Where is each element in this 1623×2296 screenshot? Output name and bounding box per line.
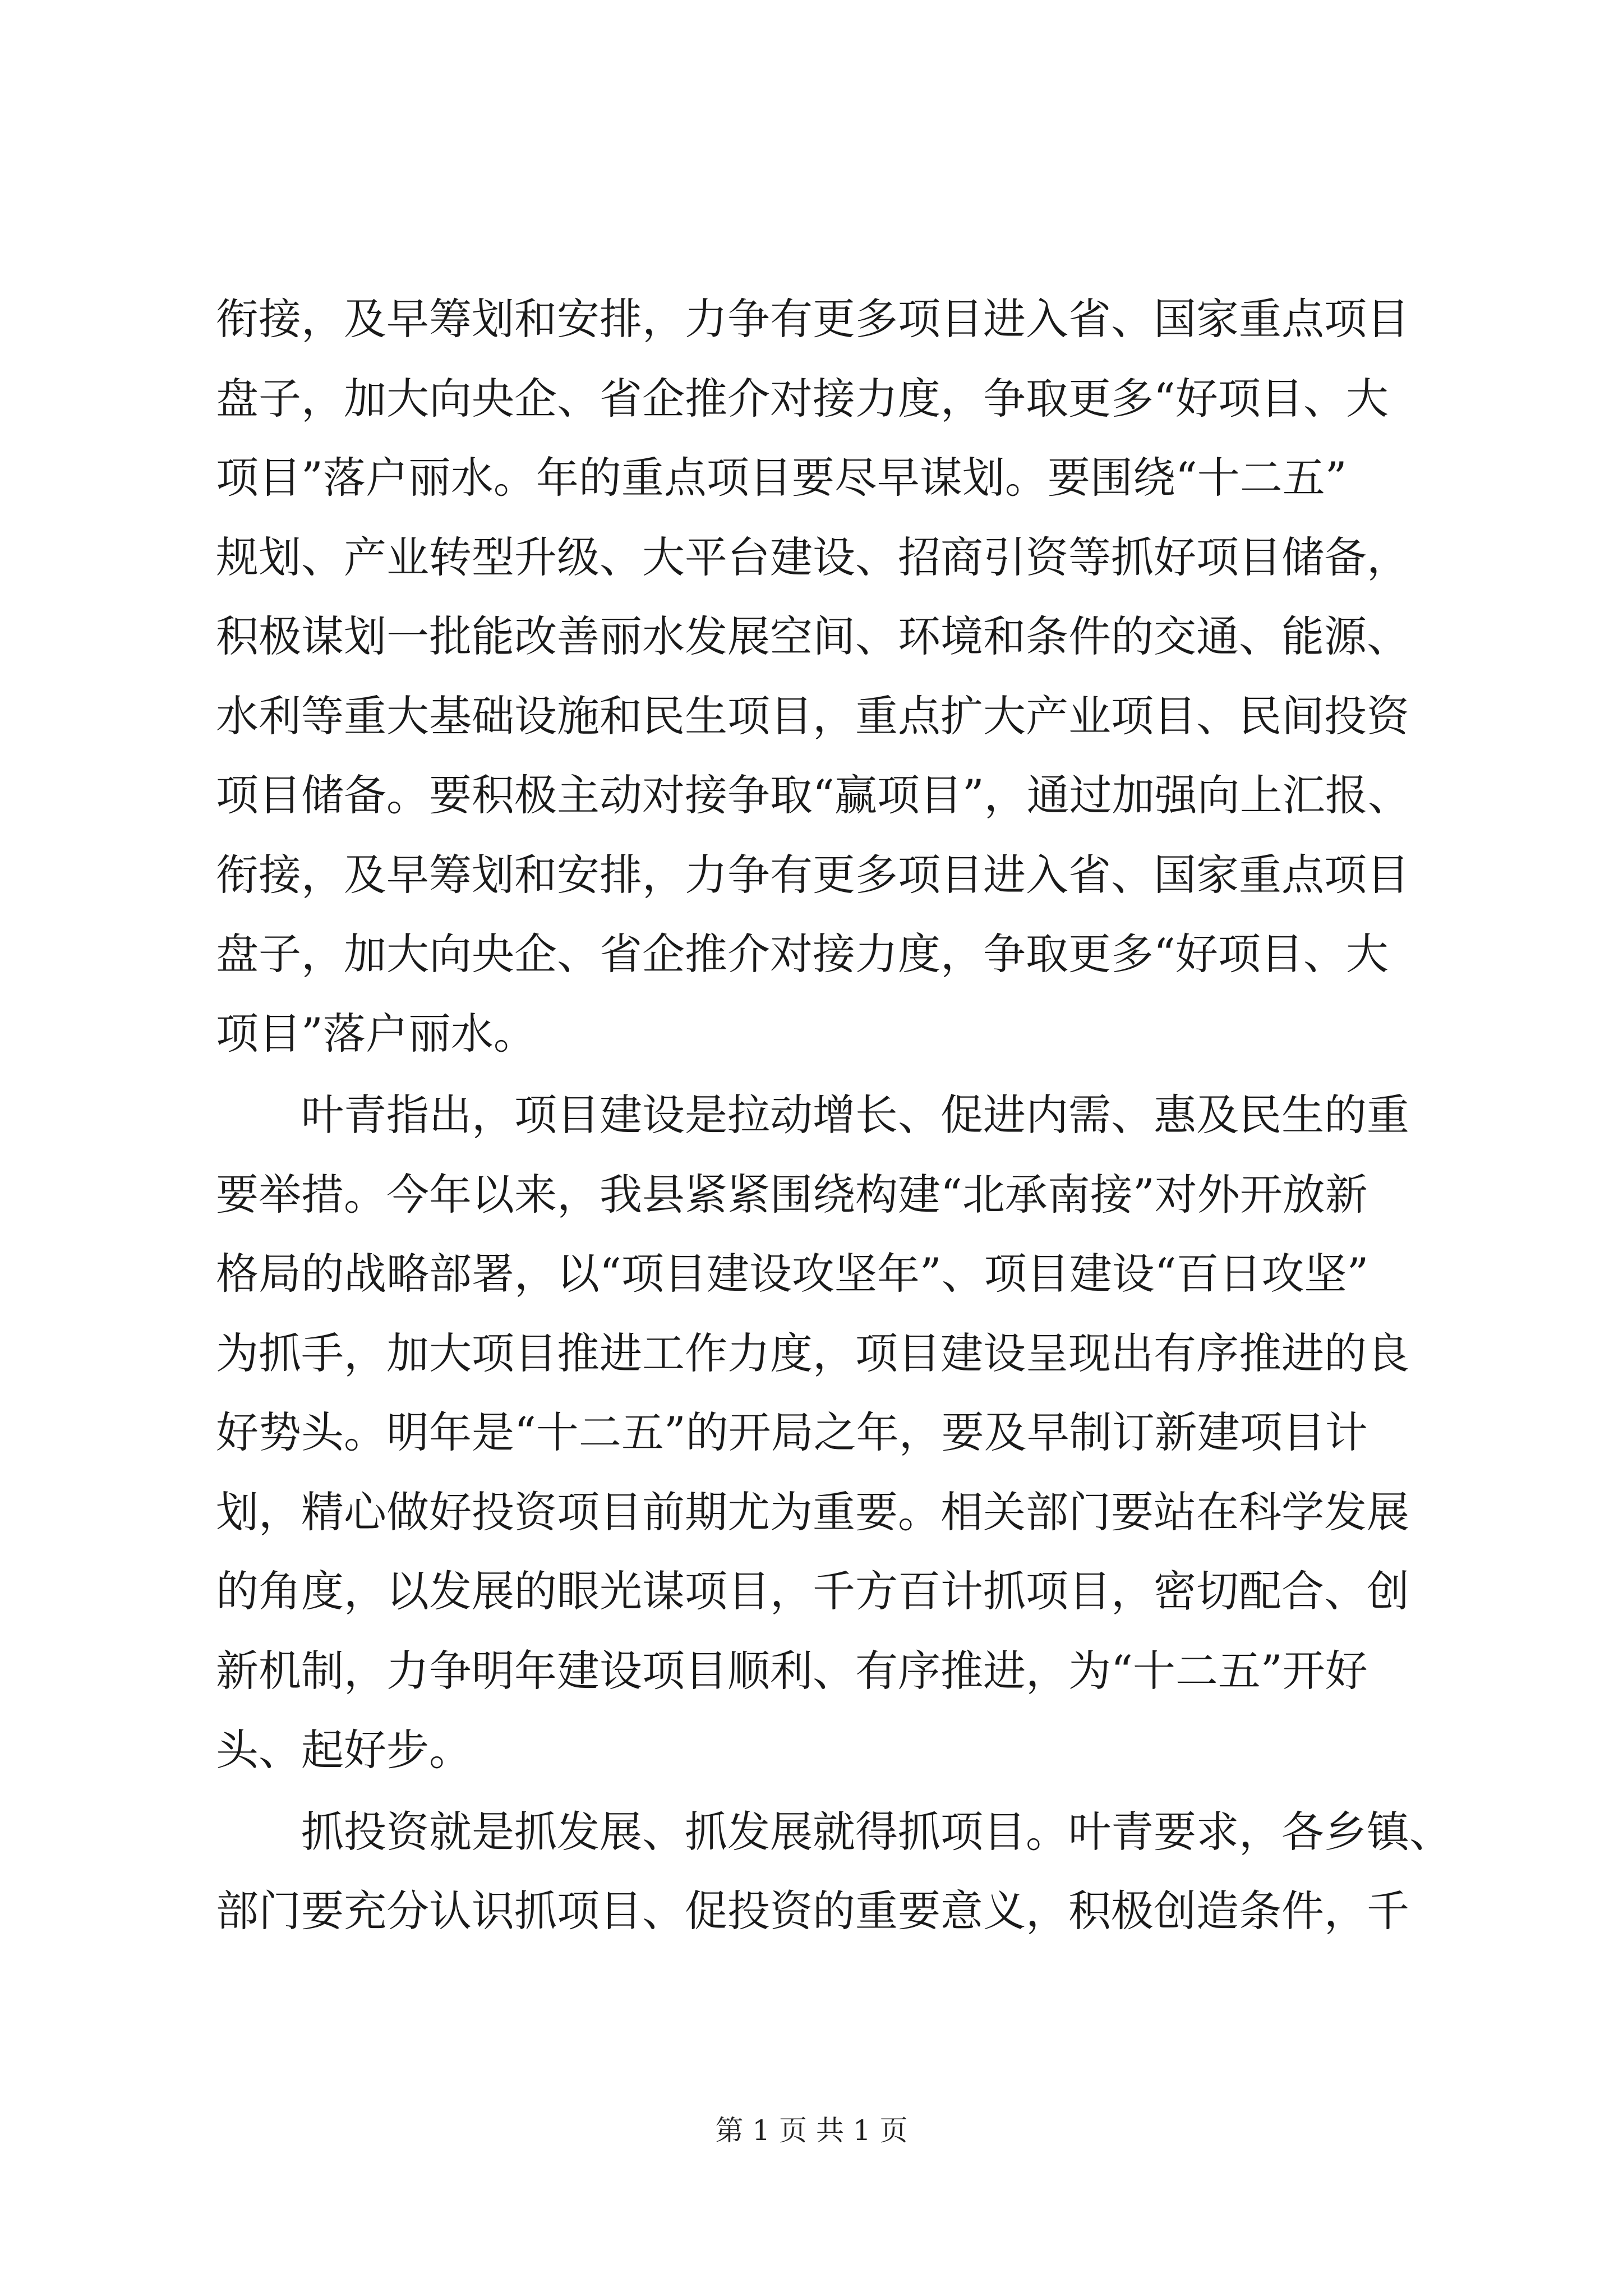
text-line: 盘子，加大向央企、省企推介对接力度，争取更多“好项目、大	[216, 373, 1389, 424]
text-line: 项目”落户丽水。	[216, 1008, 536, 1059]
text-line: 项目”落户丽水。年的重点项目要尽早谋划。要围绕“十二五”	[216, 453, 1347, 503]
paragraph-3	[216, 1792, 1450, 1951]
paragraph-2	[216, 1075, 1450, 1790]
text-line: 盘子，加大向央企、省企推介对接力度，争取更多“好项目、大	[216, 929, 1389, 979]
text-line: 衔接，及早筹划和安排，力争有更多项目进入省、国家重点项目	[216, 849, 1409, 900]
text-line: 划，精心做好投资项目前期尤为重要。相关部门要站在科学发展	[216, 1487, 1409, 1537]
text-line: 项目储备。要积极主动对接争取“赢项目”，通过加强向上汇报、	[216, 770, 1410, 820]
page-number-footer: 第 1 页 共 1 页	[715, 2114, 908, 2147]
text-line: 叶青指出，项目建设是拉动增长、促进内需、惠及民生的重	[301, 1090, 1409, 1140]
text-line: 为抓手，加大项目推进工作力度，项目建设呈现出有序推进的良	[216, 1328, 1409, 1378]
text-line: 规划、产业转型升级、大平台建设、招商引资等抓好项目储备，	[216, 532, 1409, 582]
text-line: 的角度，以发展的眼光谋项目，千方百计抓项目，密切配合、创	[216, 1566, 1409, 1616]
text-line: 新机制，力争明年建设项目顺利、有序推进，为“十二五”开好	[216, 1645, 1368, 1696]
text-line: 水利等重大基础设施和民生项目，重点扩大产业项目、民间投资	[216, 691, 1409, 741]
document-body	[216, 279, 1450, 1953]
text-line: 好势头。明年是“十二五”的开局之年，要及早制订新建项目计	[216, 1407, 1368, 1457]
text-line: 积极谋划一批能改善丽水发展空间、环境和条件的交通、能源、	[216, 611, 1409, 661]
paragraph-1	[216, 279, 1450, 1073]
text-line: 要举措。今年以来，我县紧紧围绕构建“北承南接”对外开放新	[216, 1169, 1368, 1220]
text-line: 衔接，及早筹划和安排，力争有更多项目进入省、国家重点项目	[216, 294, 1409, 344]
text-line: 格局的战略部署，以“项目建设攻坚年”、项目建设“百日攻坚”	[216, 1249, 1369, 1299]
text-line: 抓投资就是抓发展、抓发展就得抓项目。叶青要求，各乡镇、	[301, 1806, 1452, 1857]
text-line: 头、起好步。	[216, 1725, 472, 1775]
text-line: 部门要充分认识抓项目、促投资的重要意义，积极创造条件，千	[216, 1886, 1409, 1936]
